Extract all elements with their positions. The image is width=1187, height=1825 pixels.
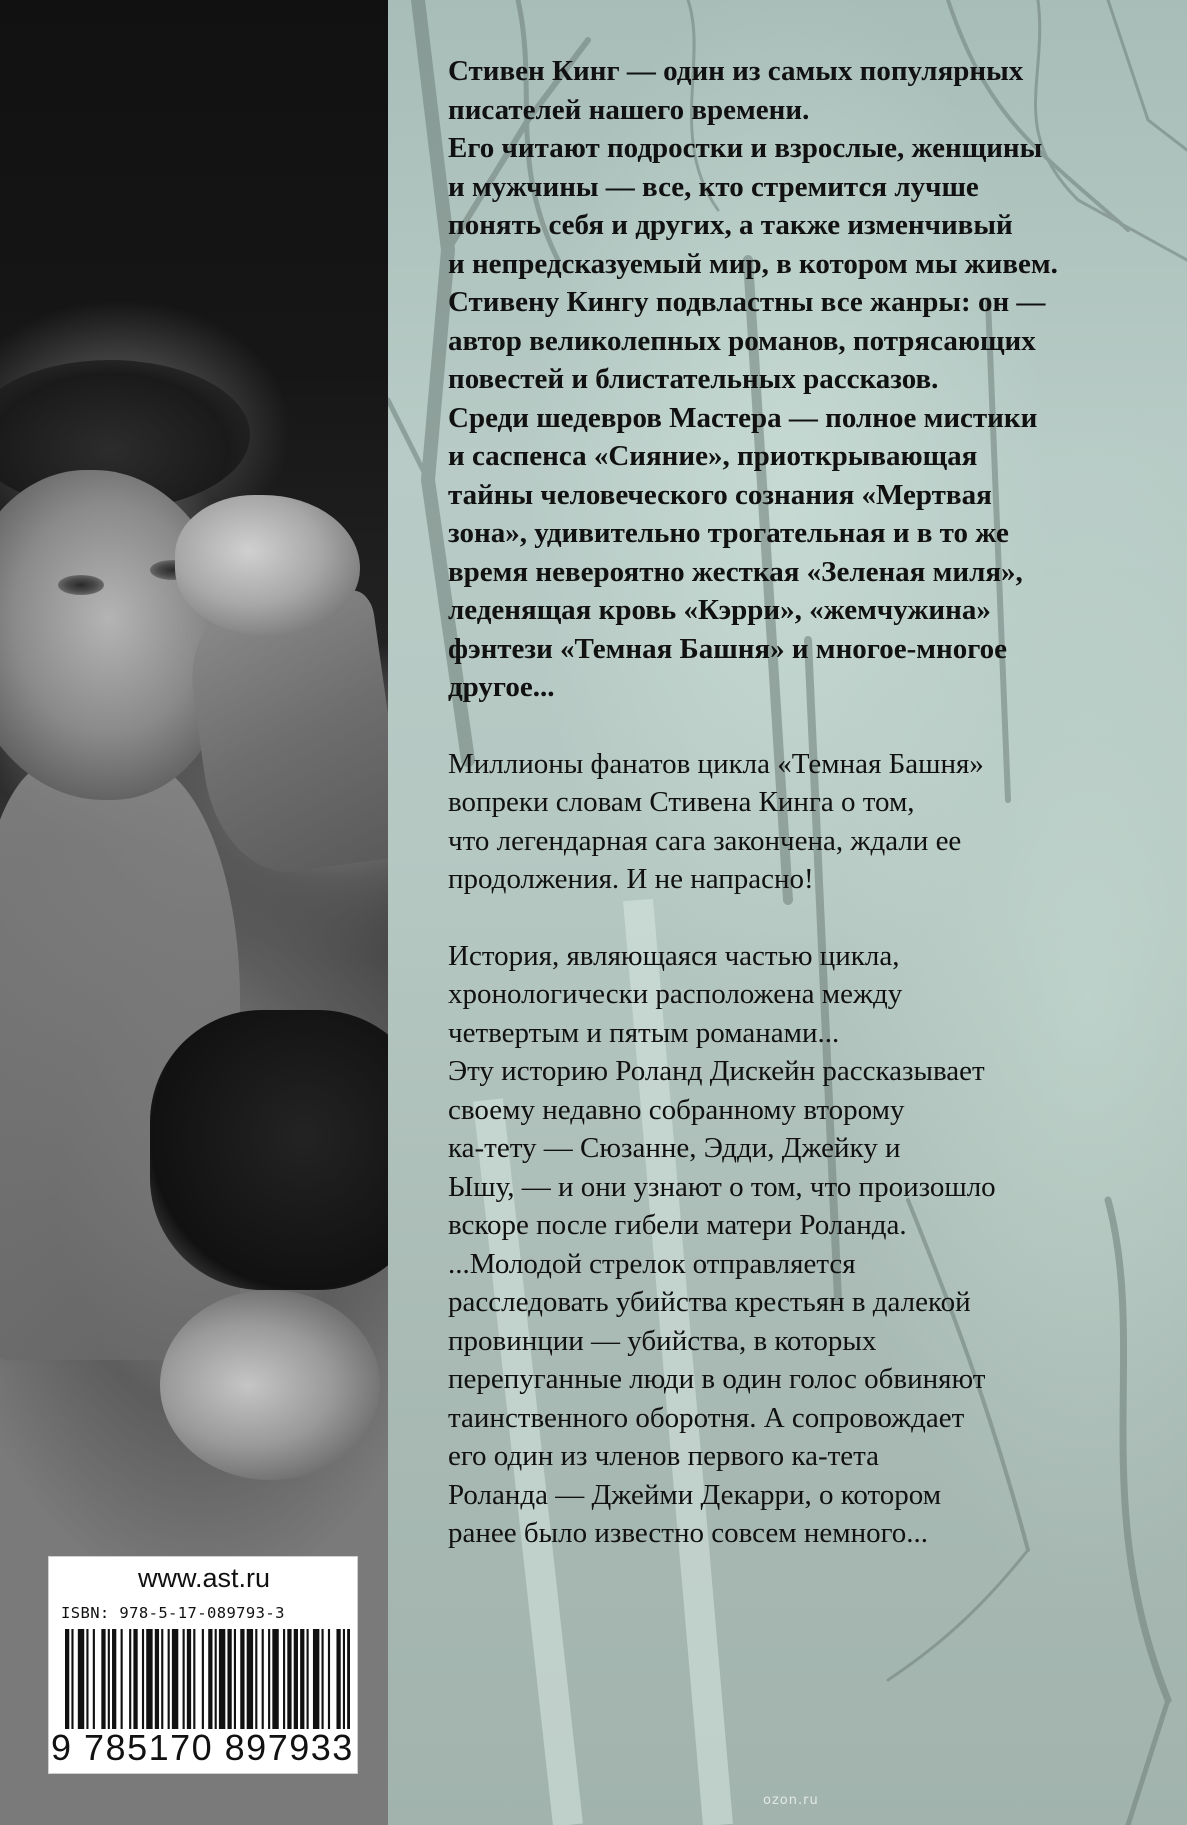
photo-eye-left — [58, 575, 104, 595]
ozon-watermark: ozon.ru — [763, 1793, 819, 1808]
story-synopsis: История, являющаяся частью цикла, хронологически расположена между четвертым и пятым романами... Эту историю Роланд Дискейн рассказывает своему недавно собранному второму ка-тету — Сюзанне, Эдди, Джейку и Ышу, — и они узнают о том, что произошло вскоре после гибели матери Роланда. ...Молодой стрелок отправляется расследовать убийства крестьян в далекой провинции — убийства, в которых перепуганные люди в один голос обвиняют таинственного оборотня. А сопровождает его один из членов первого ка-тета Роланда — Джейми Декарри, о котором ранее было известно совсем немного... — [448, 939, 996, 1549]
barcode — [65, 1629, 350, 1729]
author-bio: Стивен Кинг — один из самых популярных писателей нашего времени. Его читают подростки и взрослые, женщины и мужчины — все, кто стремится лучше понять себя и других, а также изменчивый и непредсказуемый мир, в котором мы живем. Стивену Кингу подвластны все жанры: он — автор великолепных романов, потрясающих повестей и блистательных рассказов. Среди шедевров Мастера — полное мистики и саспенса «Сияние», приоткрывающая тайны человеческого сознания «Мертвая зона», удивительно трогательная и в то же время невероятно жесткая «Зеленая миля», леденящая кровь «Кэрри», «жемчужина» фэнтези «Темная Башня» и многое-многое другое... — [448, 55, 1058, 703]
series-blurb: Миллионы фанатов цикла «Темная Башня» вопреки словам Стивена Кинга о том, что легендарная сага закончена, ждали ее продолжения. И не напрасно! — [448, 747, 984, 895]
photo-lower-hand — [160, 1290, 380, 1480]
photo-chair — [150, 1010, 388, 1290]
text-panel — [388, 0, 1187, 1825]
back-cover-text — [448, 52, 1168, 1553]
author-photo — [0, 0, 388, 1825]
barcode-digits: 9 785170 897933 — [51, 1727, 354, 1768]
isbn-box — [48, 1556, 358, 1774]
publisher-url[interactable]: www.ast.ru — [137, 1563, 271, 1593]
photo-hand — [175, 495, 360, 635]
isbn-number: ISBN: 978-5-17-089793-3 — [61, 1604, 285, 1622]
